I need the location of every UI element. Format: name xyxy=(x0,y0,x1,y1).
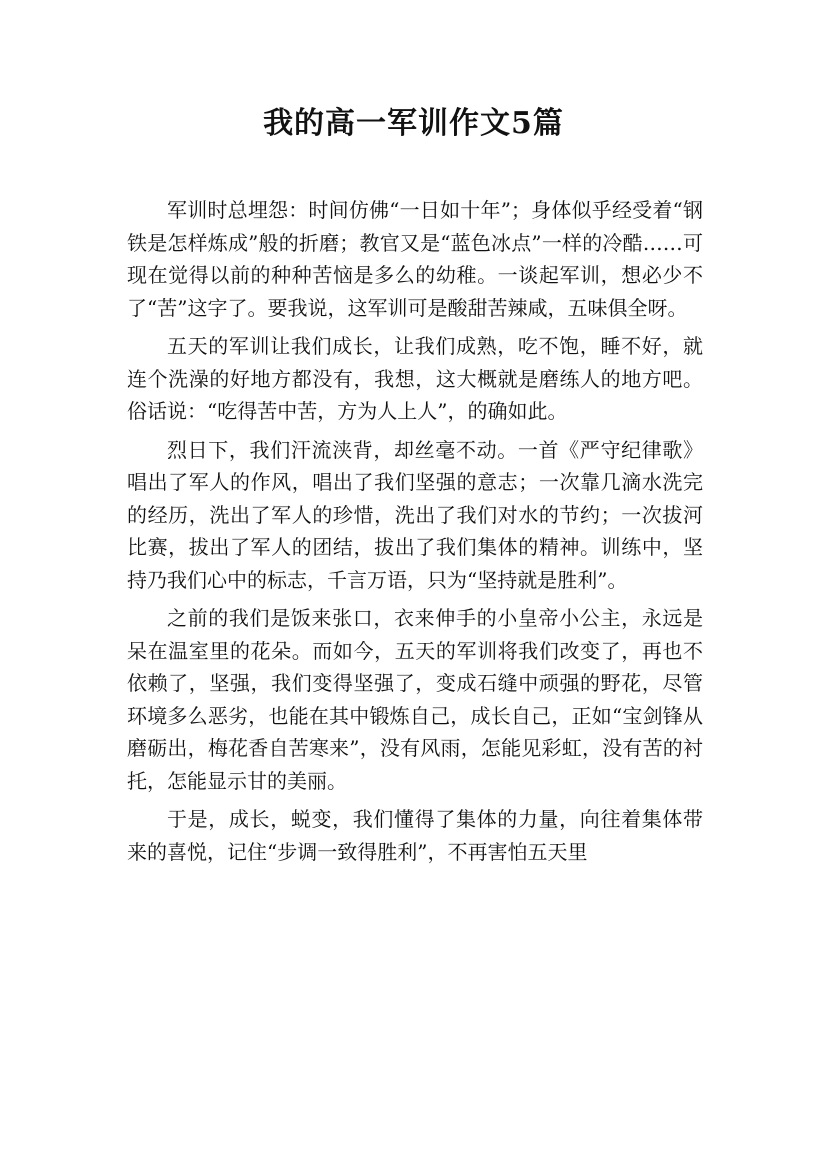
paragraph: 军训时总埋怨：时间仿佛“一日如十年”；身体似乎经受着“钢铁是怎样炼成”般的折磨；教官又是“蓝色冰点”一样的冷酷……可现在觉得以前的种种苦恼是多么的幼稚。一谈起军训，想必少不了“苦”这字了。要我说，这军训可是酸甜苦辣咸，五味俱全呀。 xyxy=(127,198,703,320)
document-title: 我的高一军训作文5篇 xyxy=(263,106,564,141)
paragraph: 于是，成长，蜕变，我们懂得了集体的力量，向往着集体带来的喜悦，记住“步调一致得胜利”，不再害怕五天里 xyxy=(127,807,703,864)
paragraph: 之前的我们是饭来张口，衣来伸手的小皇帝小公主，永远是呆在温室里的花朵。而如今，五天的军训将我们改变了，再也不依赖了，坚强，我们变得坚强了，变成石缝中顽强的野花，尽管环境多么恶劣，也能在其中锻炼自己，成长自己，正如“宝剑锋从磨砺出，梅花香自苦寒来”，没有风雨，怎能见彩虹，没有苦的衬托，怎能显示甘的美丽。 xyxy=(127,606,703,793)
paragraph: 五天的军训让我们成长，让我们成熟，吃不饱，睡不好，就连个洗澡的好地方都没有，我想，这大概就是磨练人的地方吧。俗话说：“吃得苦中苦，方为人上人”，的确如此。 xyxy=(127,334,703,423)
document-body xyxy=(127,194,703,868)
paragraph: 烈日下，我们汗流浃背，却丝毫不动。一首《严守纪律歌》唱出了军人的作风，唱出了我们坚强的意志；一次靠几滴水洗完的经历，洗出了军人的珍惜，洗出了我们对水的节约；一次拔河比赛，拔出了军人的团结，拔出了我们集体的精神。训练中，坚持乃我们心中的标志，千言万语，只为“坚持就是胜利”。 xyxy=(127,437,703,592)
